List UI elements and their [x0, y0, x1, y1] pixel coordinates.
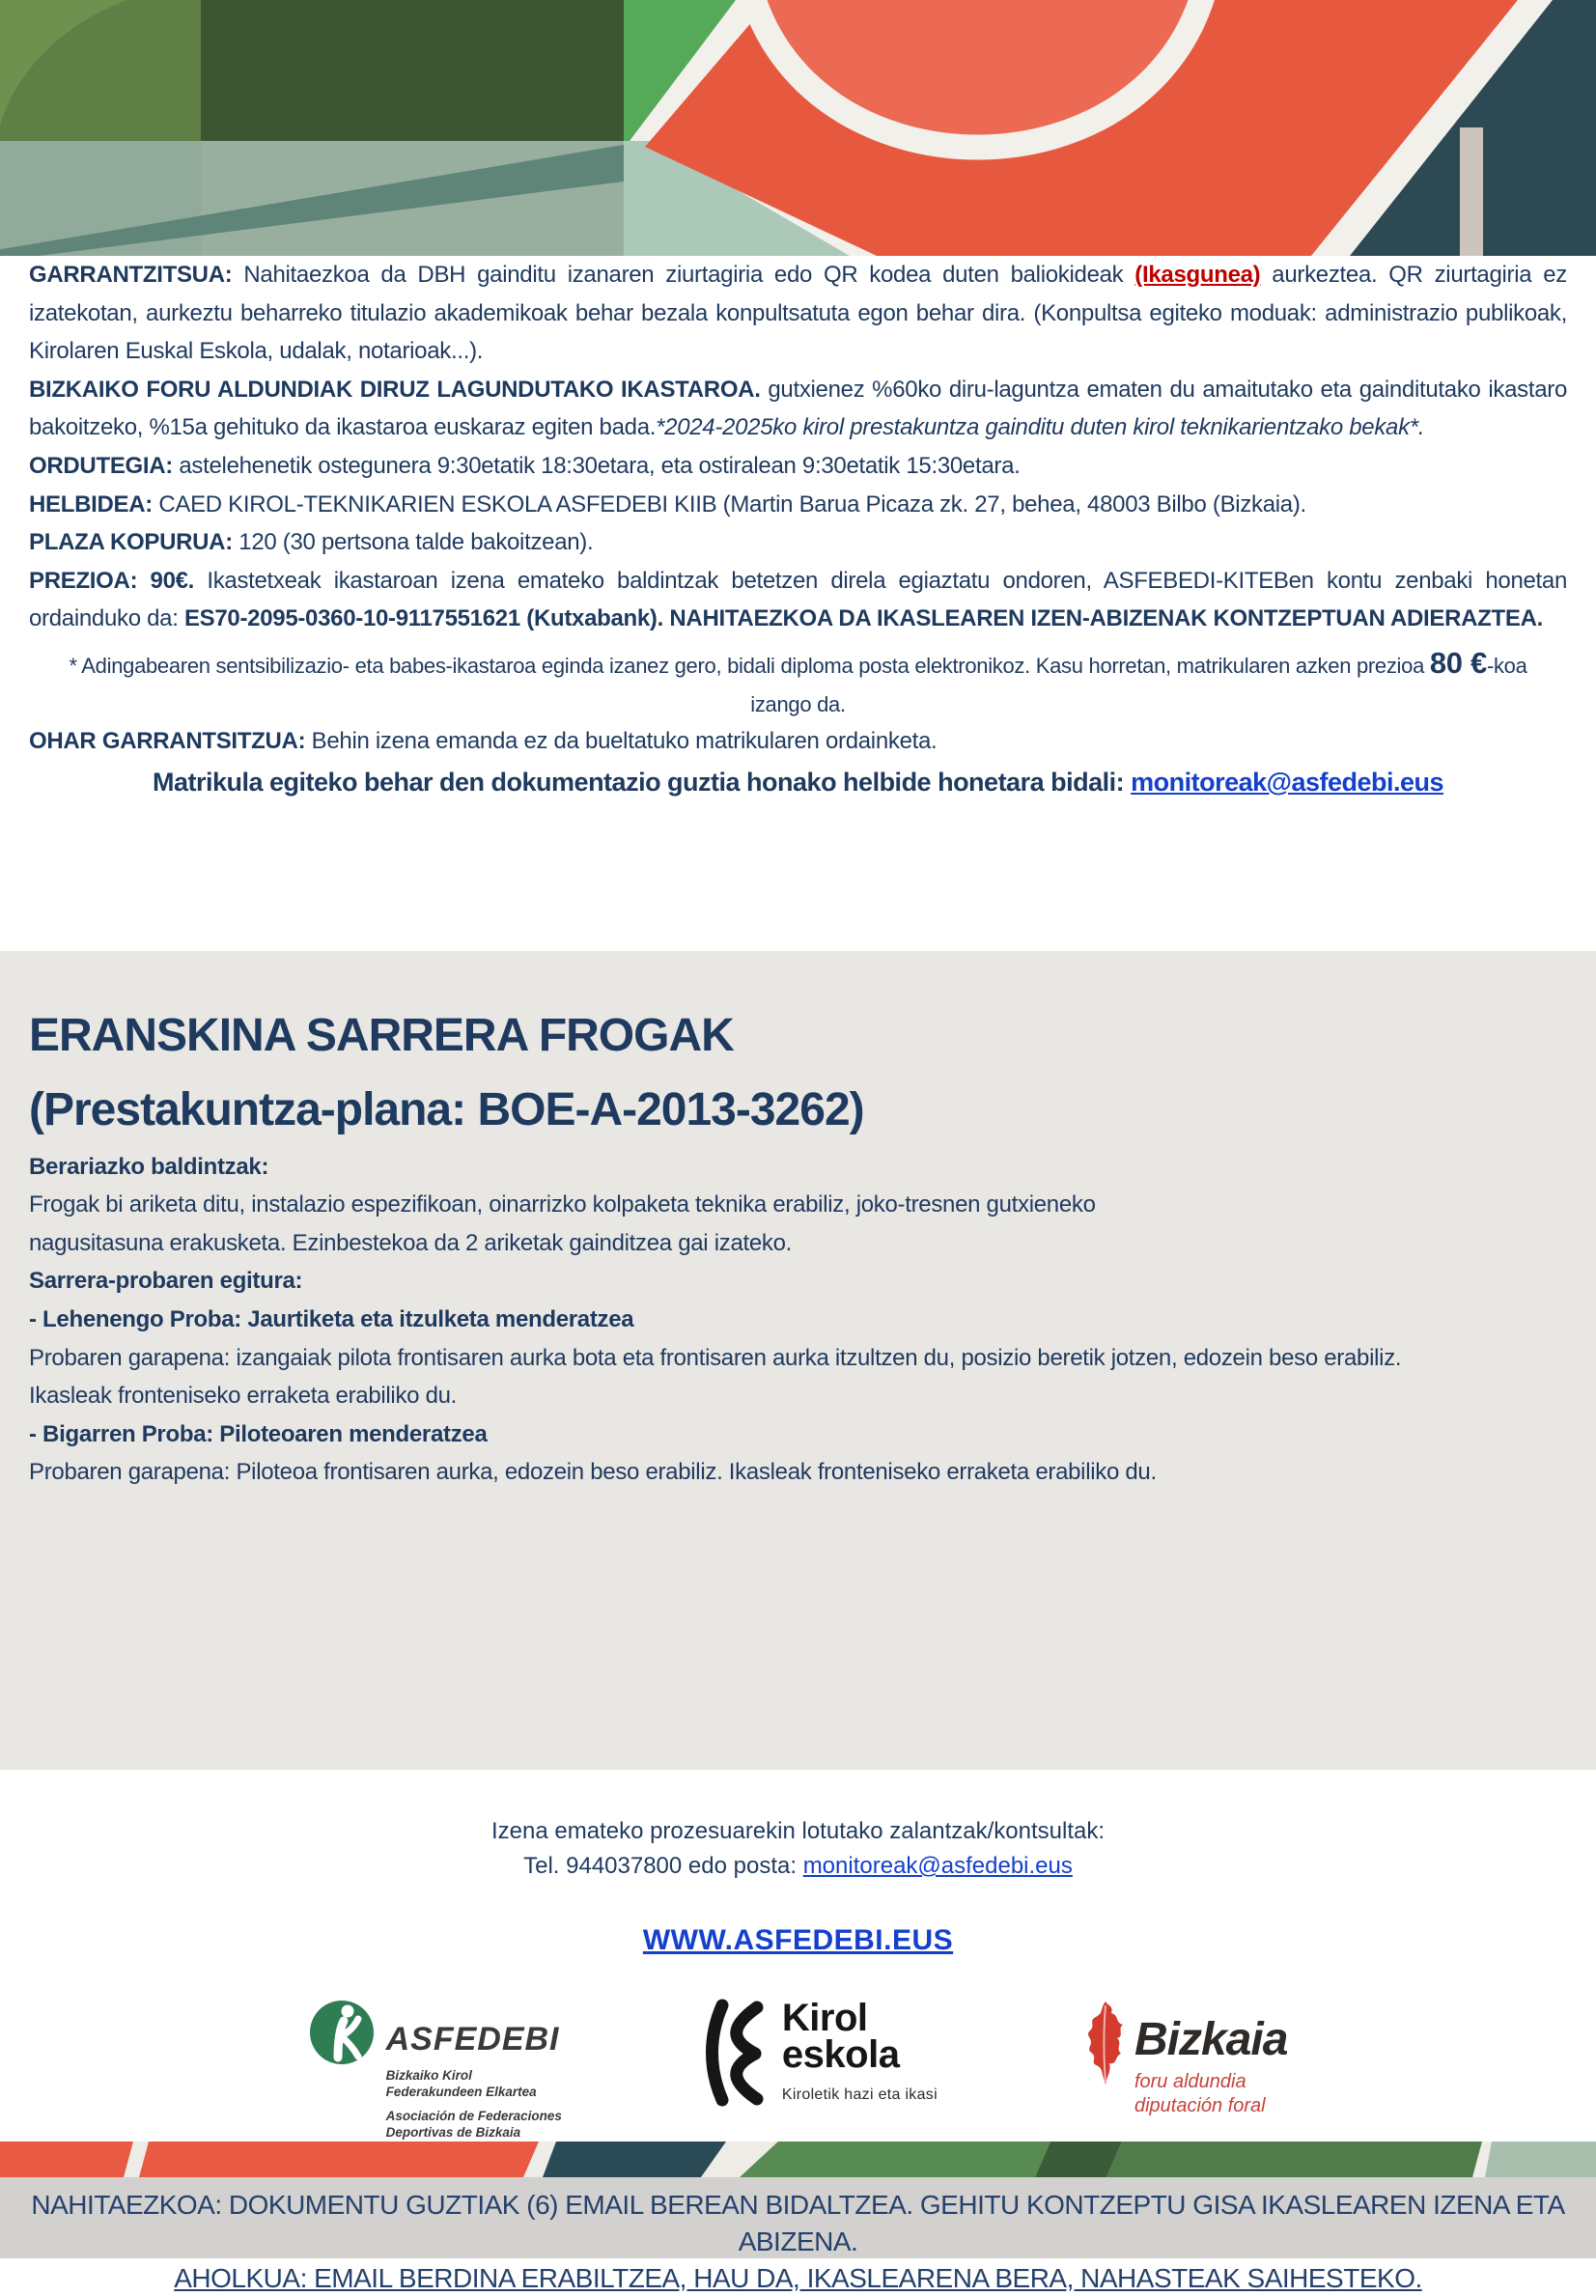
footer-band: [0, 2177, 1596, 2293]
minor-note-price: 80 €: [1429, 645, 1487, 680]
matrikula-text: Matrikula egiteko behar den dokumentazio guztia honako helbide honetara bidali:: [152, 767, 1132, 797]
diru-laguntza-label: BIZKAIKO FORU ALDUNDIAK DIRUZ LAGUNDUTAKO IKASTAROA.: [29, 376, 761, 403]
kirol-eskola-mark-icon: [707, 2000, 767, 2106]
garrantzitsua-text-2: aurkeztea. QR ziurtagiria ez izatekotan, aurkeztu beharreko titulazio akademikoak behar bezala konpultsatuta egon behar dira. (Konpultsa egiteko moduak: administrazio publikoak, Kirolaren Euskal Eskola, udalak, notarioak...).: [29, 262, 1567, 365]
matrikula-email-link[interactable]: monitoreak@asfedebi.eus: [1131, 767, 1444, 797]
plaza-label: PLAZA KOPURUA:: [29, 529, 233, 556]
logo-kirol-eskola: [707, 1997, 938, 2106]
minor-note-text-2: -koa izango da.: [750, 653, 1527, 717]
bizkaia-subtitle-eu: foru aldundia: [1134, 2071, 1246, 2092]
asfedebi-wordmark: ASFEDEBI: [385, 2021, 560, 2058]
line-helbidea: [29, 486, 1567, 524]
matrikula-instruction: [29, 761, 1567, 804]
asfedebi-text-block: [386, 2000, 562, 2142]
website-link[interactable]: WWW.ASFEDEBI.EUS: [642, 1924, 954, 1956]
helbidea-value: CAED KIROL-TEKNIKARIEN ESKOLA ASFEDEBI KIIB (Martin Barua Picaza zk. 27, behea, 48003 Bilbo (Bizkaia).: [152, 490, 1306, 518]
kirol-tagline: Kiroletik hazi eta ikasi: [781, 2086, 938, 2103]
contact-phone-line: [0, 1849, 1596, 1884]
logo-bizkaia: [1082, 2000, 1287, 2118]
logo-asfedebi: [309, 2000, 562, 2142]
ordutegia-value: astelehenetik ostegunera 9:30etatik 18:30etara, eta ostiralean 9:30etatik 15:30etara.: [173, 452, 1021, 479]
annex-title-line1: ERANSKINA SARRERA FROGAK: [29, 1010, 734, 1061]
website-line: [0, 1924, 1596, 1957]
contact-question-line: Izena emateko prozesuarekin lotutako zalantzak/kontsultak:: [490, 1818, 1106, 1844]
prezioa-account-number: ES70-2095-0360-10-9117551621 (Kutxabank).: [183, 605, 670, 632]
prezioa-text: Ikastetxeak ikastaroan izena emateko baldintzak betetzen direla egiaztatu ondoren, ASFEBEDI-KITEBen kontu zenbaki honetan ordainduko da:: [29, 567, 1568, 632]
intro-section: [0, 256, 1596, 951]
garrantzitsua-text-1: Nahitaezkoa da DBH gainditu izanaren ziurtagiria edo QR kodea duten baliokideak: [232, 262, 1135, 288]
minor-note-text-1: * Adingabearen sentsibilizazio- eta babes-ikastaroa eginda izanez gero, bidali diploma posta elektronikoz. Kasu horretan, matrikularen azken prezioa: [69, 653, 1430, 678]
logos-row: [0, 1997, 1596, 2142]
line-ohar: [29, 722, 1567, 761]
baldintzak-text: Frogak bi ariketa ditu, instalazio espezifikoan, oinarrizko kolpaketa teknika erabiliz, joko-tresnen gutxieneko nagusitasuna erakusketa. Ezinbestekoa da 2 ariketak gainditzea gai izateko.: [29, 1191, 1096, 1256]
proba1-text: Probaren garapena: izangaiak pilota frontisaren aurka bota eta frontisaren aurka itzultzen du, posizio beretik jotzen, edozein beso erabiliz. Ikasleak fronteniseko erraketa erabiliko du.: [29, 1344, 1402, 1410]
footer-line2: AHOLKUA: EMAIL BERDINA ERABILTZEA, HAU DA, IKASLEARENA BERA, NAHASTEAK SAIHESTEKO.: [174, 2262, 1422, 2293]
diru-laguntza-text: gutxienez %60ko diru-laguntza ematen du amaitutako eta gainditutako ikastaro bakoitzeko, %15a gehituko da ikastaroa euskaraz egiten bada.: [29, 376, 1568, 441]
footer-line1: NAHITAEZKOA: DOKUMENTU GUZTIAK (6) EMAIL BEREAN BIDALTZEA. GEHITU KONTZEPTU GISA IKASLEAREN IZENA ETA ABIZENA.: [31, 2190, 1565, 2256]
contact-phone-text: Tel. 944037800 edo posta:: [523, 1853, 803, 1879]
line-ordutegia: [29, 447, 1567, 486]
ikasgunea-link[interactable]: (Ikasgunea): [1134, 262, 1261, 288]
plaza-value: 120 (30 pertsona talde bakoitzean).: [232, 529, 594, 556]
kirol-eskola-text-block: [781, 1997, 938, 2104]
line-plaza-kopurua: [29, 523, 1567, 562]
footer-abstract-strip: [0, 2142, 1596, 2177]
contact-section: [0, 1770, 1596, 2142]
proba1-title: - Lehenengo Proba: Jaurtiketa eta itzulketa menderatzea: [29, 1305, 634, 1332]
contact-email-link[interactable]: monitoreak@asfedebi.eus: [802, 1853, 1073, 1879]
annex-section: [0, 951, 1596, 1770]
prezioa-label: PREZIOA: 90€.: [29, 567, 195, 594]
paragraph-prezioa: [29, 562, 1567, 638]
asfedebi-subtitle-eu-2: Federakundeen Elkartea: [385, 2084, 537, 2099]
ordutegia-label: ORDUTEGIA:: [29, 452, 173, 479]
kirol-wordmark-line1: Kirol: [781, 1997, 868, 2039]
bizkaia-wordmark: Bizkaia: [1134, 2014, 1288, 2065]
bizkaia-text-block: [1134, 2000, 1287, 2118]
garrantzitsua-label: GARRANTZITSUA:: [29, 262, 233, 288]
asfedebi-subtitle-es-2: Deportivas de Bizkaia: [385, 2124, 521, 2140]
minor-note: [29, 638, 1567, 722]
asfedebi-subtitle-eu-1: Bizkaiko Kirol: [385, 2068, 472, 2083]
annex-title-line2: (Prestakuntza-plana: BOE-A-2013-3262): [29, 1083, 864, 1135]
kirol-wordmark-line2: eskola: [781, 2033, 900, 2076]
paragraph-diru-laguntza: [29, 371, 1567, 447]
baldintzak-heading: Berariazko baldintzak:: [29, 1153, 269, 1180]
ohar-text: Behin izena emanda ez da bueltatuko matrikularen ordainketa.: [305, 728, 938, 755]
bizkaia-oak-leaf-icon: [1082, 2000, 1129, 2088]
header-abstract-artwork: [0, 0, 1596, 256]
proba2-title: - Bigarren Proba: Piloteoaren menderatzea: [29, 1420, 488, 1447]
bizkaia-subtitle-es: diputación foral: [1134, 2095, 1266, 2116]
proba2-text: Probaren garapena: Piloteoa frontisaren aurka, edozein beso erabiliz. Ikasleak fronteniseko erraketa erabiliko du.: [29, 1459, 1157, 1486]
ohar-label: OHAR GARRANTSITZUA:: [29, 728, 306, 755]
paragraph-garrantzitsua: [29, 256, 1567, 371]
egitura-heading: Sarrera-probaren egitura:: [29, 1268, 303, 1295]
helbidea-label: HELBIDEA:: [29, 490, 153, 518]
bekak-italic-note: *2024-2025ko kirol prestakuntza gainditu duten kirol teknikarientzako bekak*.: [656, 414, 1425, 441]
asfedebi-figure-icon: [309, 2000, 375, 2065]
annex-title: [29, 999, 1567, 1148]
prezioa-warning: NAHITAEZKOA DA IKASLEAREN IZEN-ABIZENAK KONTZEPTUAN ADIERAZTEA.: [669, 605, 1544, 632]
asfedebi-subtitle-es-1: Asociación de Federaciones: [385, 2108, 562, 2123]
